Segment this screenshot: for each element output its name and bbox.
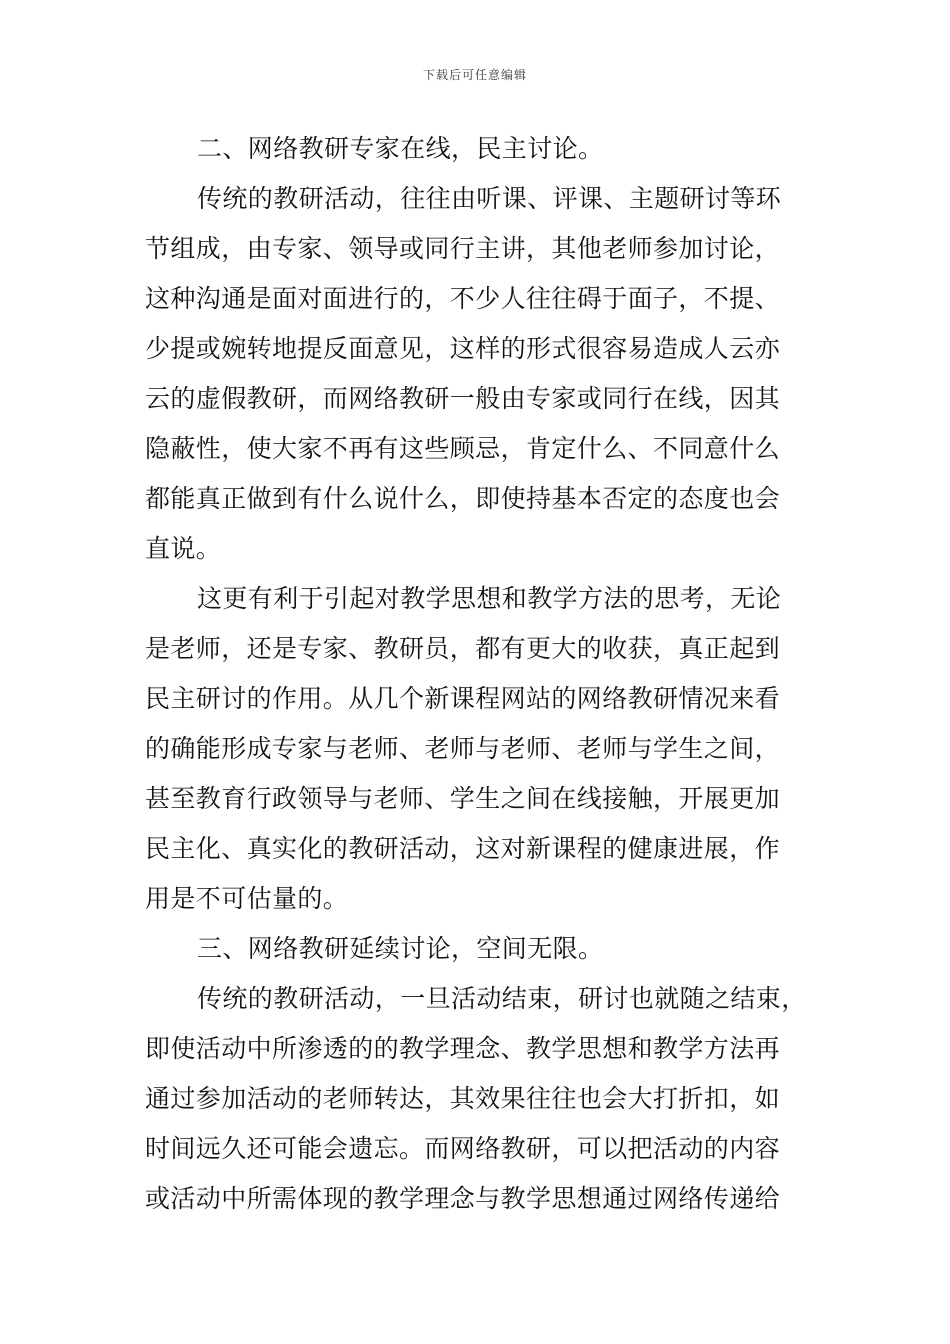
text-line: 甚至教育行政领导与老师、学生之间在线接触，开展更加 [145, 784, 781, 813]
text-line: 三、网络教研延续讨论，空间无限。 [197, 934, 604, 963]
text-line: 是老师，还是专家、教研员，都有更大的收获，真正起到 [145, 634, 781, 663]
text-line: 即使活动中所渗透的的教学理念、教学思想和教学方法再 [145, 1034, 781, 1063]
text-line: 通过参加活动的老师转达，其效果往往也会大打折扣，如 [145, 1084, 781, 1113]
text-line: 直说。 [145, 534, 222, 563]
text-line: 这更有利于引起对教学思想和教学方法的思考，无论 [197, 584, 782, 613]
text-line: 传统的教研活动，一旦活动结束，研讨也就随之结束， [197, 984, 807, 1013]
text-line: 云的虚假教研，而网络教研一般由专家或同行在线，因其 [145, 384, 781, 413]
text-line: 民主化、真实化的教研活动，这对新课程的健康进展，作 [145, 834, 781, 863]
text-line: 节组成，由专家、领导或同行主讲，其他老师参加讨论， [145, 234, 781, 263]
text-line: 这种沟通是面对面进行的，不少人往往碍于面子，不提、 [145, 284, 781, 313]
text-line: 传统的教研活动，往往由听课、评课、主题研讨等环 [197, 184, 782, 213]
text-line: 少提或婉转地提反面意见，这样的形式很容易造成人云亦 [145, 334, 781, 363]
text-line: 时间远久还可能会遗忘。而网络教研，可以把活动的内容 [145, 1134, 781, 1163]
text-line: 用是不可估量的。 [145, 884, 349, 913]
document-body [145, 124, 810, 1224]
text-line: 隐蔽性，使大家不再有这些顾忌，肯定什么、不同意什么 [145, 434, 781, 463]
text-line: 的确能形成专家与老师、老师与老师、老师与学生之间， [145, 734, 781, 763]
text-line: 或活动中所需体现的教学理念与教学思想通过网络传递给 [145, 1184, 781, 1213]
page-header-note: 下载后可任意编辑 [422, 68, 527, 82]
text-line: 都能真正做到有什么说什么，即使持基本否定的态度也会 [145, 484, 781, 513]
text-line: 二、网络教研专家在线，民主讨论。 [197, 134, 604, 163]
text-line: 民主研讨的作用。从几个新课程网站的网络教研情况来看 [145, 684, 781, 713]
